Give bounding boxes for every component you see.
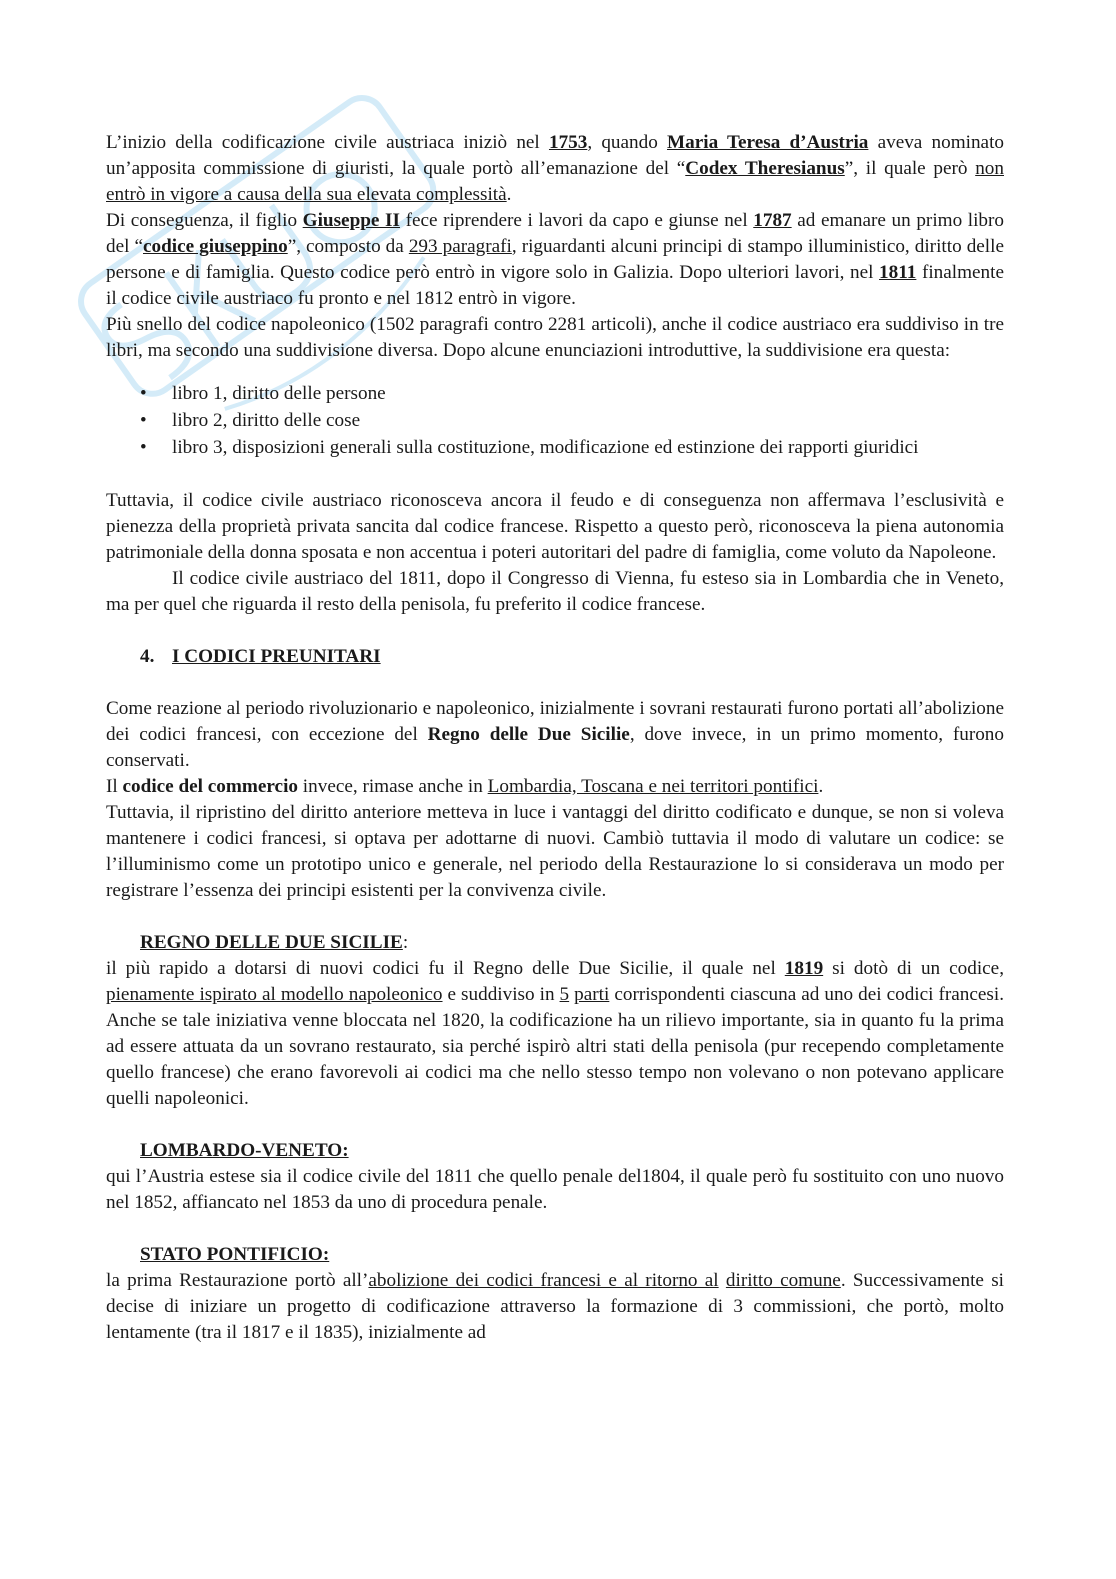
highlight-parti: parti — [574, 984, 610, 1005]
term-regno-due-sicilie: Regno delle Due Sicilie — [427, 724, 630, 745]
text: ”, composto da — [287, 236, 409, 257]
year-1753: 1753 — [548, 132, 588, 153]
term-codice-giuseppino: codice giuseppino — [143, 236, 288, 257]
text: : — [402, 932, 409, 953]
book-list — [106, 381, 1004, 461]
text: Il — [106, 776, 123, 797]
spacer — [106, 618, 1004, 644]
year-1811: 1811 — [879, 262, 917, 283]
term-codice-commercio: codice del commercio — [122, 776, 298, 797]
paragraph-codex-theresianus — [106, 130, 1004, 208]
paragraph-congresso-vienna: Il codice civile austriaco del 1811, dopo il Congresso di Vienna, fu esteso sia in Lombardia che in Veneto, ma per quel che riguarda il resto della penisola, fu preferito il codice francese. — [106, 568, 1004, 615]
paragraph-codice-snello: Più snello del codice napoleonico (1502 paragrafi contro 2281 articoli), anche il codice austriaco era suddiviso in tre libri, ma secondo una suddivisione diversa. Dopo alcune enunciazioni introduttive, la suddivisione era questa: — [106, 314, 1004, 361]
subheading-title: STATO PONTIFICIO: — [140, 1244, 330, 1265]
text: invece, rimase anche in — [298, 776, 488, 797]
name-maria-teresa: Maria Teresa d’Austria — [667, 132, 869, 153]
highlight-modello-napoleonico: pienamente ispirato al modello napoleonico — [106, 984, 443, 1005]
subheading-due-sicilie — [106, 930, 1004, 956]
document-page — [106, 130, 1004, 1346]
highlight-non-in-vigore: non entrò in vigore a causa della sua elevata complessità — [106, 158, 1004, 205]
section-heading-codici-preunitari — [106, 644, 1004, 670]
text: finalmente il codice civile austriaco fu pronto e nel 1812 entrò in vigore. — [106, 262, 1004, 309]
paragraph-feudo: Tuttavia, il codice civile austriaco riconosceva ancora il feudo e di conseguenza non affermava l’esclusività e pienezza della proprietà privata sancita dal codice francese. Rispetto a questo però, riconosceva la piena autonomia patrimoniale della donna sposata e non accentua i poteri autoritari del padre di famiglia, come voluto da Napoleone. — [106, 490, 1004, 563]
paragraph-codice-commercio — [106, 774, 1004, 800]
text: si dotò di un codice, — [823, 958, 1004, 979]
spacer — [106, 1112, 1004, 1138]
year-1819: 1819 — [784, 958, 824, 979]
text — [719, 1270, 726, 1291]
text: ”, il quale però — [844, 158, 976, 179]
text: Come reazione al periodo rivoluzionario e napoleonico, inizialmente i sovrani restaurati furono portati all’abolizione dei codici francesi, con eccezione del — [106, 698, 1004, 745]
text: , riguardanti alcuni principi di stampo illuministico, diritto delle persone e di famiglia. Questo codice però entrò in vigore solo in Galizia. Dopo ulteriori lavori, nel — [106, 236, 1004, 283]
subheading-lombardo-veneto — [106, 1138, 1004, 1164]
text: la prima Restaurazione portò all’ — [106, 1270, 369, 1291]
text: ad emanare un primo libro del “ — [106, 210, 1005, 257]
highlight-territori: Lombardia, Toscana e nei territori pontifici — [487, 776, 819, 797]
text: , dove invece, in un primo momento, furono conservati. — [106, 724, 1004, 771]
spacer — [106, 462, 1004, 488]
paragraph-due-sicilie — [106, 956, 1004, 1112]
list-item: • libro 1, diritto delle persone — [106, 381, 1004, 407]
subheading-title: LOMBARDO-VENETO: — [140, 1140, 349, 1161]
spacer — [106, 904, 1004, 930]
highlight-abolizione: abolizione dei codici francesi e al ritorno al — [368, 1270, 719, 1291]
list-item: • libro 2, diritto delle cose — [106, 408, 1004, 434]
text: Di conseguenza, il figlio — [106, 210, 303, 231]
spacer — [106, 364, 1004, 380]
text: , quando — [587, 132, 668, 153]
paragraph-giuseppe-ii — [106, 208, 1004, 312]
text: e suddiviso in — [442, 984, 560, 1005]
text: corrispondenti ciascuna ad uno dei codici francesi. Anche se tale iniziativa venne bloccata nel 1820, la codificazione ha un rilievo importante, sia in quanto fu la prima ad essere attuata da un sovrano restaurato, sia perché ispirò altri stati della penisola (pur recependo completamente quello francese) che erano favorevoli ai codici ma che nello stesso tempo non volevano o non potevano applicare quelli napoleonici. — [106, 984, 1004, 1109]
text: . — [506, 184, 512, 205]
spacer — [106, 1216, 1004, 1242]
section-title: I CODICI PREUNITARI — [172, 646, 381, 667]
year-1787: 1787 — [753, 210, 792, 231]
section-number: 4. — [140, 646, 155, 667]
text: L’inizio della codificazione civile austriaca iniziò nel — [106, 132, 549, 153]
highlight-293-paragrafi: 293 paragrafi — [408, 236, 512, 257]
subheading-stato-pontificio — [106, 1242, 1004, 1268]
subheading-title: REGNO DELLE DUE SICILIE — [140, 932, 403, 953]
text: . Successivamente si decise di iniziare un progetto di codificazione attraverso la formazione di 3 commissioni, che portò, molto lentamente (tra il 1817 e il 1835), inizialmente ad — [106, 1270, 1005, 1343]
text: aveva nominato un’apposita commissione di giuristi, la quale portò all’emanazione del “ — [106, 132, 1004, 179]
paragraph-reazione — [106, 696, 1004, 774]
highlight-diritto-comune: diritto comune — [725, 1270, 841, 1291]
name-giuseppe-ii: Giuseppe II — [302, 210, 400, 231]
text: il più rapido a dotarsi di nuovi codici fu il Regno delle Due Sicilie, il quale nel — [106, 958, 785, 979]
paragraph-stato-pontificio — [106, 1268, 1004, 1346]
text: fece riprendere i lavori da capo e giunse nel — [399, 210, 754, 231]
term-codex-theresianus: Codex Theresianus — [685, 158, 845, 179]
paragraph-lombardo-veneto: qui l’Austria estese sia il codice civile del 1811 che quello penale del1804, il quale però fu sostituito con uno nuovo nel 1852, affiancato nel 1853 da uno di procedura penale. — [106, 1166, 1004, 1213]
spacer — [106, 670, 1004, 696]
paragraph-ripristino: Tuttavia, il ripristino del diritto anteriore metteva in luce i vantaggi del diritto codificato e dunque, se non si voleva mantenere i codici francesi, si optava per adottarne di nuovi. Cambiò tuttavia il modo di valutare un codice: se l’illuminismo come un prototipo unico e generale, nel periodo della Restaurazione lo si considerava un modo per registrare l’essenza dei principi esistenti per la convivenza civile. — [106, 802, 1004, 901]
list-item: • libro 3, disposizioni generali sulla costituzione, modificazione ed estinzione dei rapporti giuridici — [106, 435, 1004, 461]
highlight-5: 5 — [559, 984, 570, 1005]
text: . — [818, 776, 824, 797]
